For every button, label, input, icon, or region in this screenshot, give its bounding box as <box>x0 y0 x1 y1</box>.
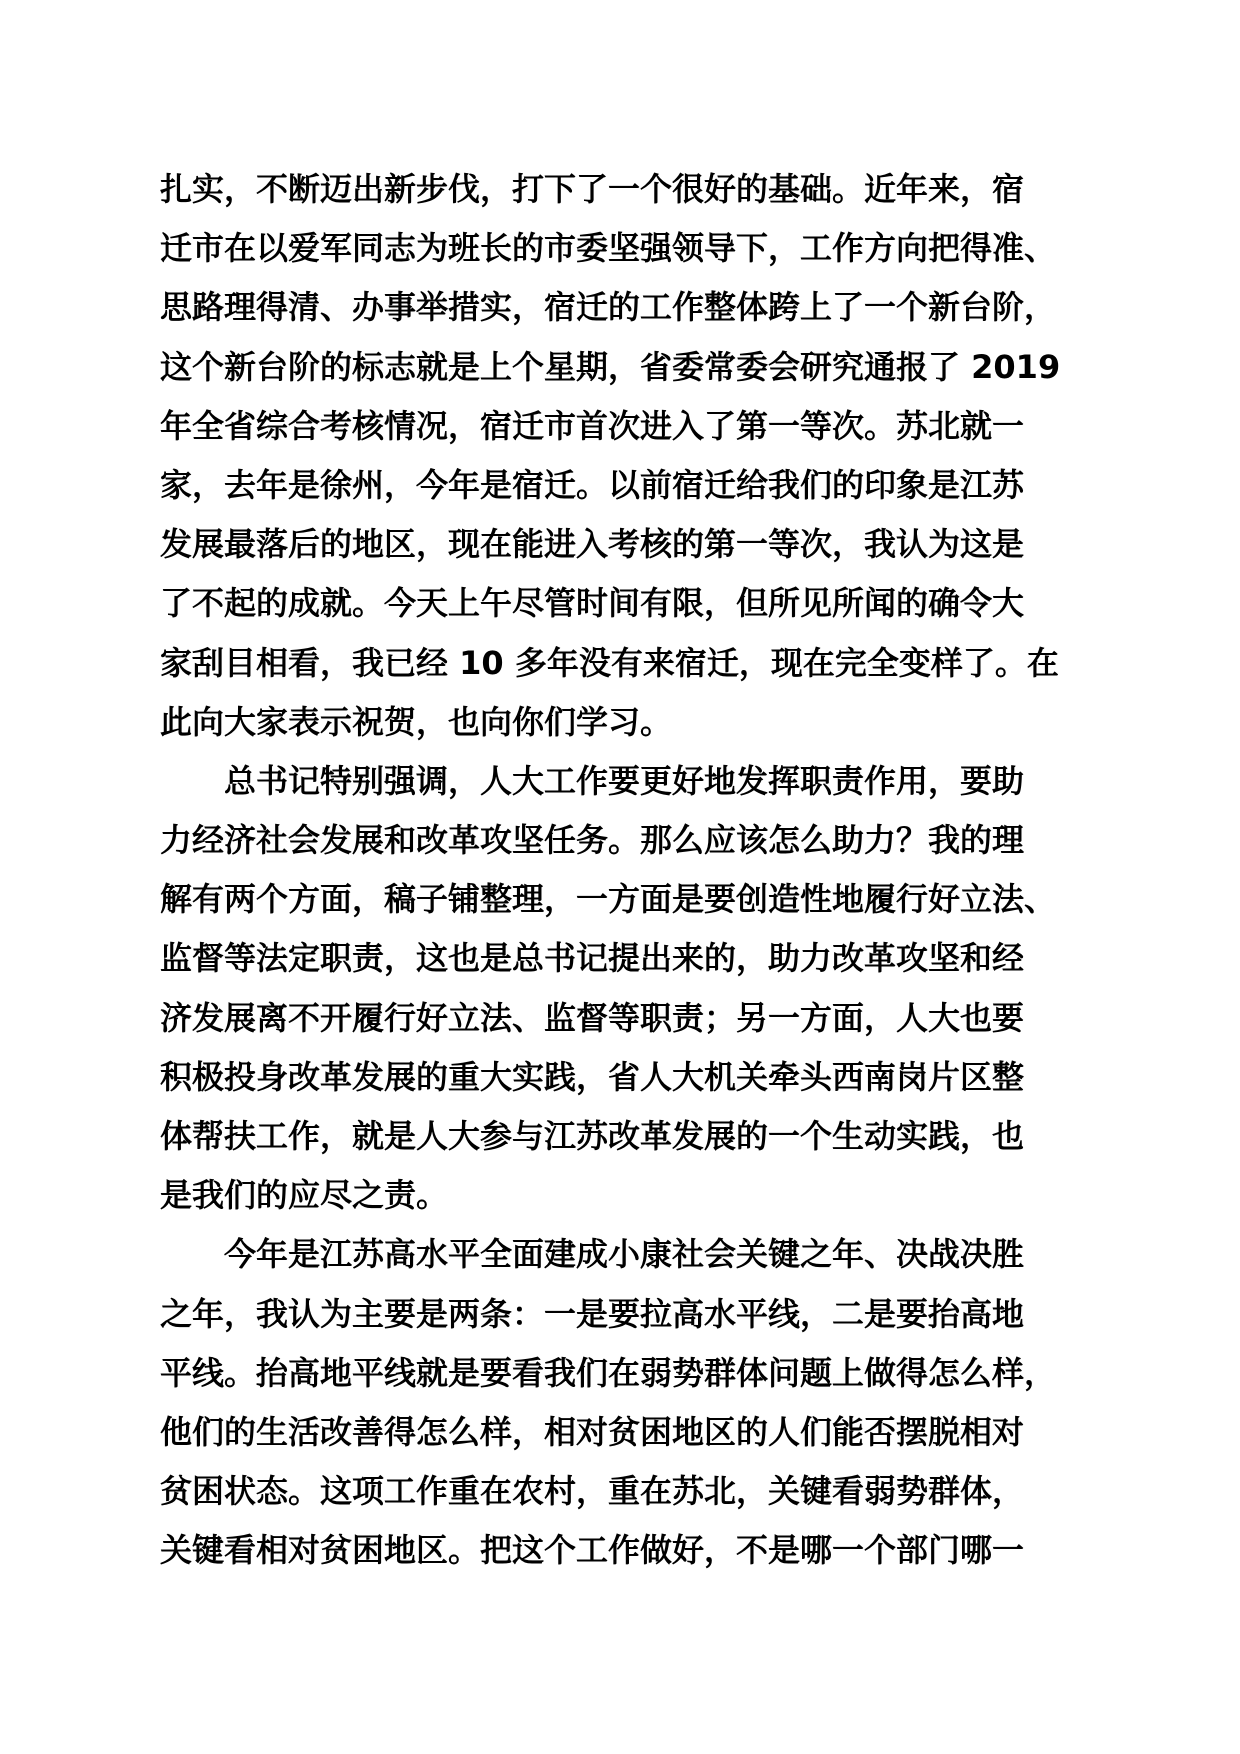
text-line: 今年是江苏高水平全面建成小康社会关键之年、决战决胜 <box>160 1235 1025 1274</box>
text-line: 体帮扶工作，就是人大参与江苏改革发展的一个生动实践，也 <box>160 1117 1025 1155</box>
text-line: 这个新台阶的标志就是上个星期，省委常委会研究通报了 2019 <box>160 347 1061 386</box>
text-line: 解有两个方面，稿子铺整理，一方面是要创造性地履行好立法、 <box>160 880 1057 919</box>
text-line: 扎实，不断迈出新步伐，打下了一个很好的基础。近年来，宿 <box>160 170 1025 208</box>
text-line: 济发展离不开履行好立法、监督等职责；另一方面，人大也要 <box>160 998 1025 1037</box>
text-line: 家刮目相看，我已经 10 多年没有来宿迁，现在完全变样了。在 <box>160 643 1059 682</box>
text-line: 了不起的成就。今天上午尽管时间有限，但所见所闻的确令大 <box>160 584 1025 623</box>
text-line: 积极投身改革发展的重大实践，省人大机关牵头西南岗片区整 <box>160 1057 1025 1096</box>
text-line: 此向大家表示祝贺，也向你们学习。 <box>160 702 673 741</box>
text-line: 总书记特别强调，人大工作要更好地发挥职责作用，要助 <box>160 761 1025 800</box>
text-line: 关键看相对贫困地区。把这个工作做好，不是哪一个部门哪一 <box>160 1531 1025 1570</box>
text-line: 他们的生活改善得怎么样，相对贫困地区的人们能否摆脱相对 <box>160 1412 1025 1451</box>
text-line: 贫困状态。这项工作重在农村，重在苏北，关键看弱势群体， <box>160 1472 1025 1511</box>
text-line: 力经济社会发展和改革攻坚任务。那么应该怎么助力？我的理 <box>160 821 1025 860</box>
text-line: 平线。抬高地平线就是要看我们在弱势群体问题上做得怎么样， <box>160 1353 1057 1392</box>
text-line: 年全省综合考核情况，宿迁市首次进入了第一等次。苏北就一 <box>160 406 1025 445</box>
text-line: 之年，我认为主要是两条：一是要拉高水平线，二是要抬高地 <box>160 1294 1025 1333</box>
text-line: 是我们的应尽之责。 <box>160 1176 449 1215</box>
text-line: 思路理得清、办事举措实，宿迁的工作整体跨上了一个新台阶， <box>160 288 1057 327</box>
text-line: 发展最落后的地区，现在能进入考核的第一等次，我认为这是 <box>160 525 1025 564</box>
text-line: 迁市在以爱军同志为班长的市委坚强领导下，工作方向把得准、 <box>160 229 1057 268</box>
text-line: 家，去年是徐州，今年是宿迁。以前宿迁给我们的印象是江苏 <box>160 465 1025 504</box>
text-line: 监督等法定职责，这也是总书记提出来的，助力改革攻坚和经 <box>160 939 1025 978</box>
body-text <box>160 160 1100 1581</box>
